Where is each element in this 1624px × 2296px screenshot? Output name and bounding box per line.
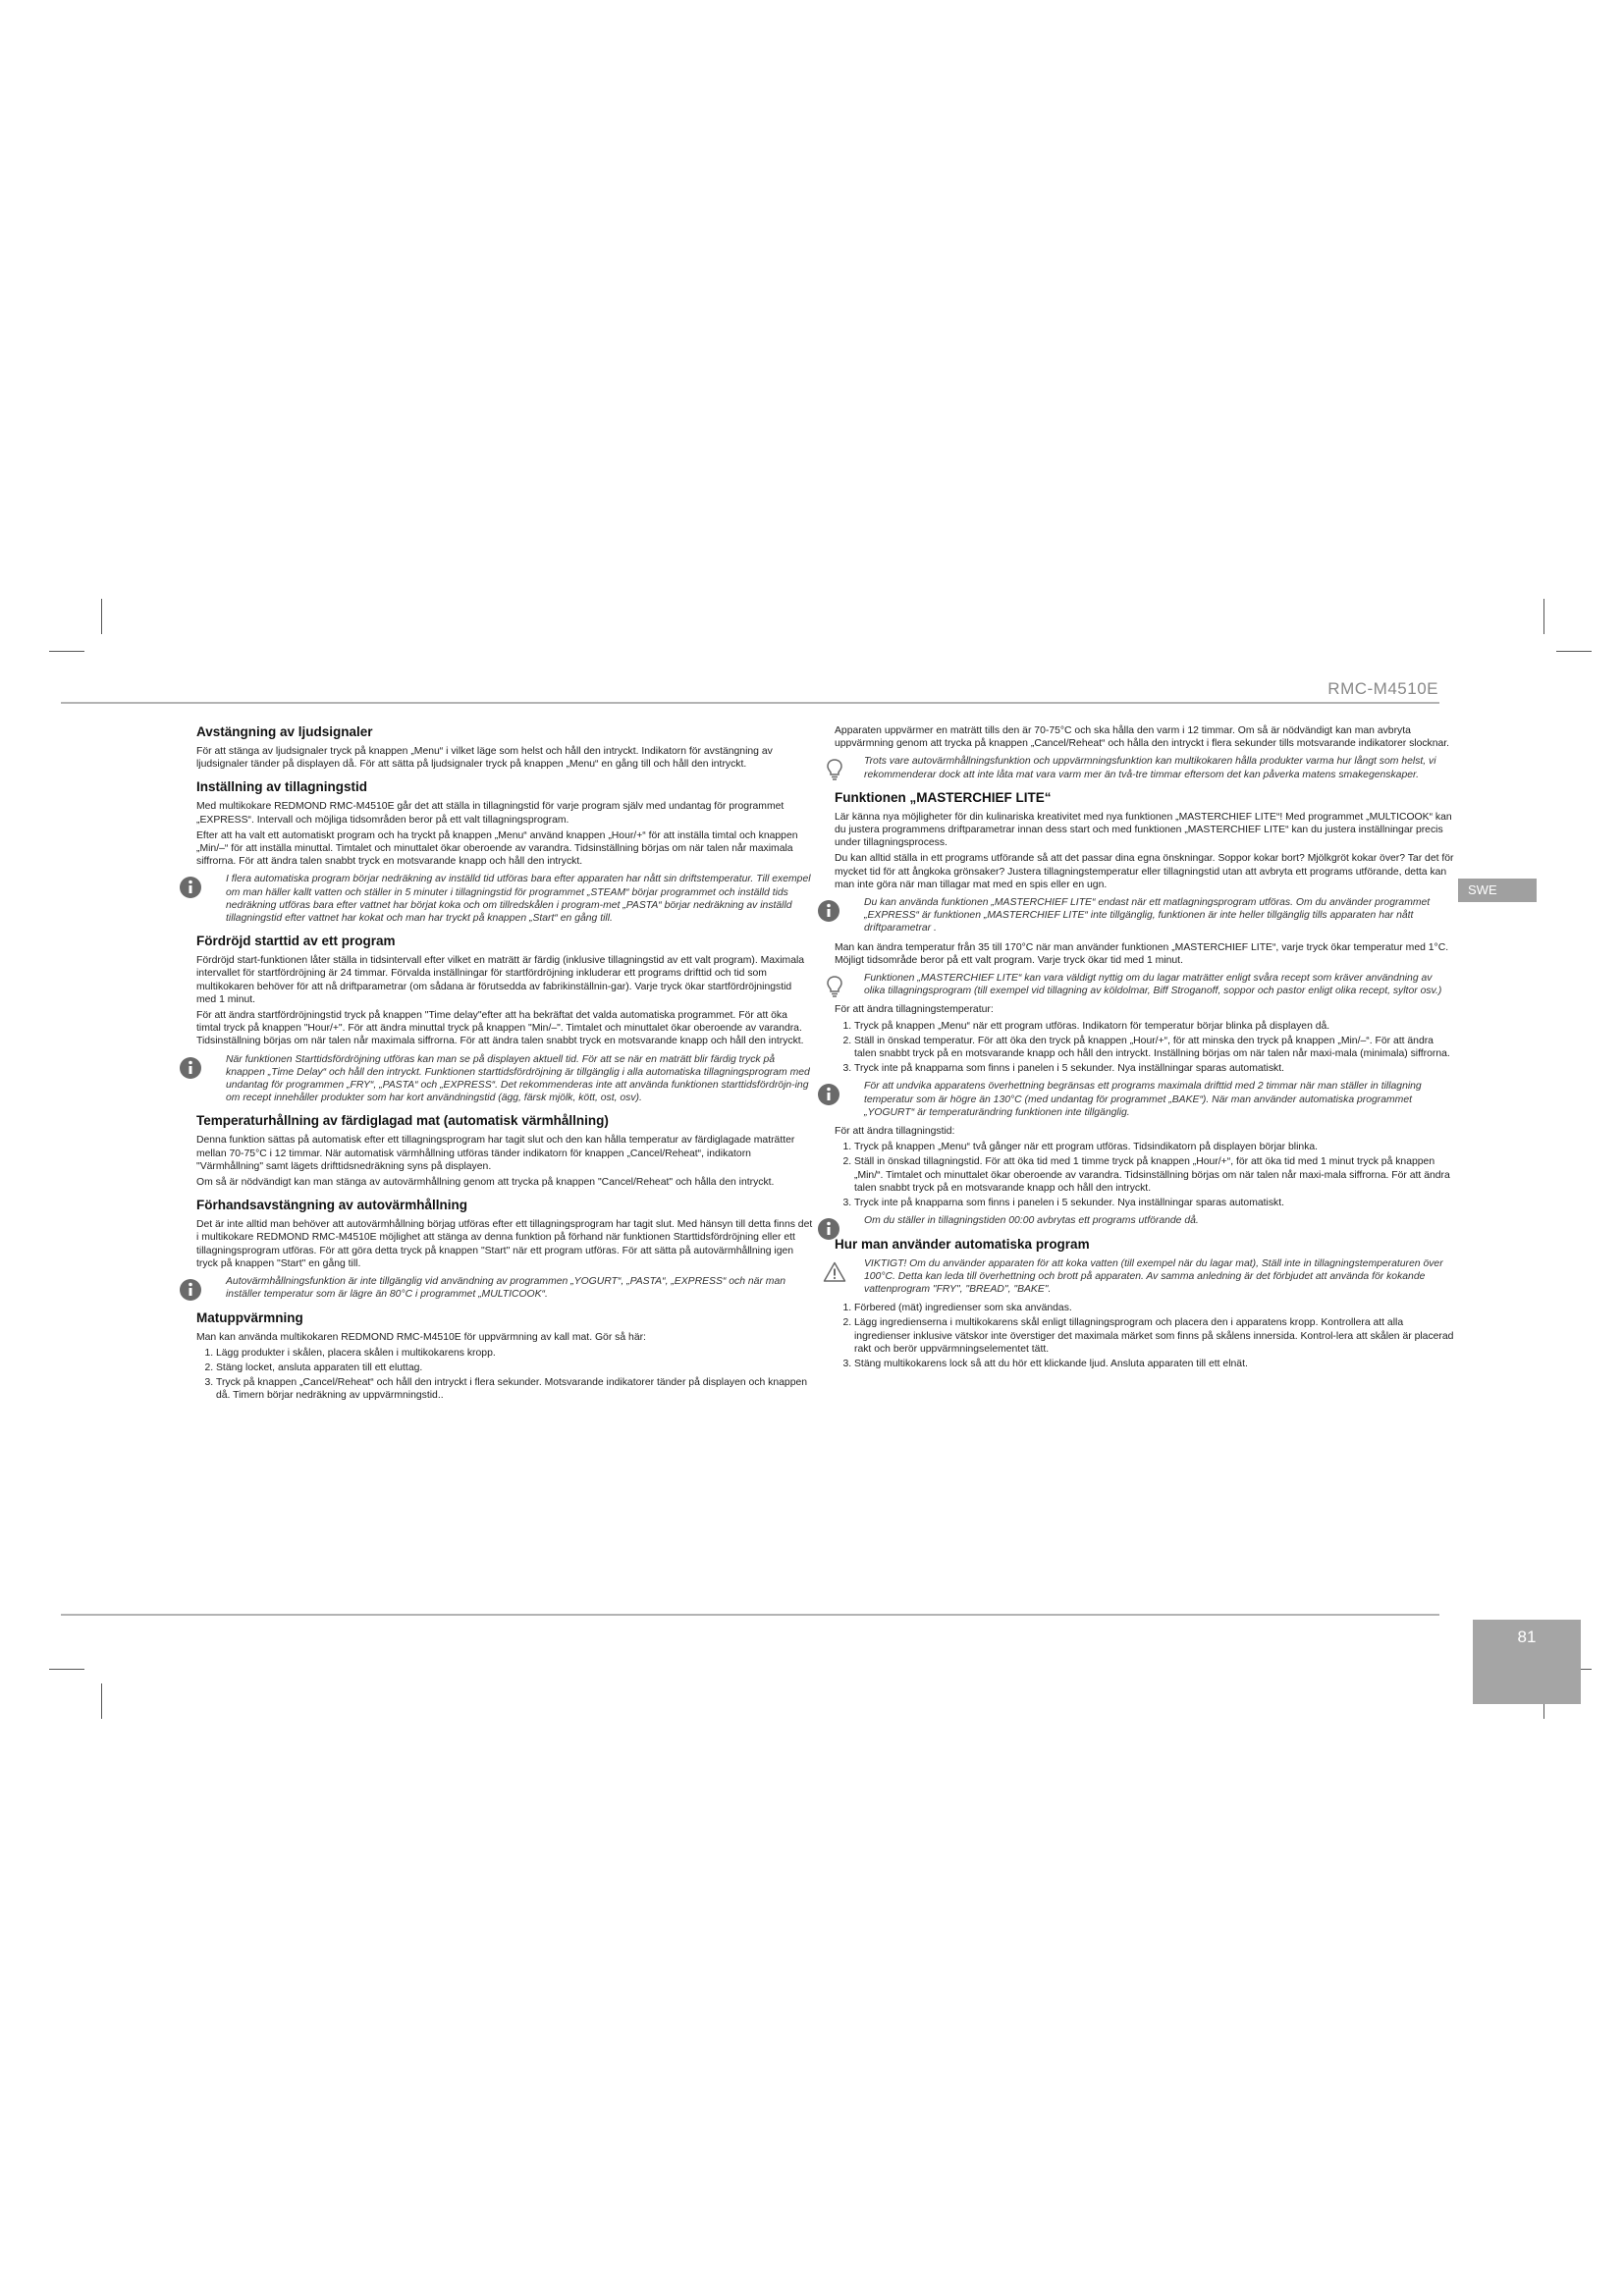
paragraph: Man kan använda multikokaren REDMOND RMC-M4510E för uppvärmning av kall mat. Gör så här: (196, 1331, 646, 1343)
section-heading: Fördröjd starttid av ett program (196, 934, 396, 949)
language-tab: SWE (1458, 879, 1537, 902)
section-heading: Inställning av tillagningstid (196, 779, 368, 795)
list-item: 1. Tryck på knappen „Menu“ två gånger när ett program utföras. Tidsindikatorn på displayen börjar blinka. (854, 1141, 1455, 1153)
footer-rule (61, 1614, 1439, 1616)
warning-icon (823, 1260, 846, 1284)
paragraph: För att stänga av ljudsignaler tryck på knappen „Menu“ i vilket läge som helst och håll den intryckt. Indikatorn för avstängning av ljudsignaler tänder på displayen då. För att sätta på ljudsignaler tryck på knappen „Menu“ en gång till och håll den intryckt. (196, 746, 773, 771)
steps-list (835, 1141, 1455, 1209)
info-icon (179, 1278, 202, 1302)
paragraph: För att ändra tillagningstemperatur: (835, 1004, 994, 1016)
crop-mark (49, 651, 84, 652)
section-heading: Matuppvärmning (196, 1309, 303, 1325)
info-note (196, 1053, 813, 1105)
info-icon (179, 876, 202, 899)
header-rule (61, 702, 1439, 704)
warning-note (835, 1257, 1455, 1297)
list-item: 2. Stäng locket, ansluta apparaten till ett eluttag. (216, 1362, 813, 1374)
paragraph: Denna funktion sättas på automatisk efter ett tillagningsprogram har tagit slut och den kan hålla temperatur av färdiglagade maträtter mellan 70-75°C i 12 timmar. När automatisk värmhållning utföras tänder indikatorn för knappen „Cancel/Reheat“, indikatorn "Värmhållning" samt lägets drifttidsnedräkning syns på displayen. (196, 1135, 795, 1172)
note-text: Autovärmhållningsfunktion är inte tillgänglig vid användning av programmen „YOGURT“, „PASTA“, „EXPRESS“ och när man inställer temperatur som är lägre än 80°C i programmet „MULTICOOK“. (226, 1276, 786, 1301)
steps-list (835, 1020, 1455, 1076)
note-text: I flera automatiska program börjar nedräkning av inställd tid utföras bara efter apparaten har nått sin driftstemperatur. Till exempel om man häller kallt vatten och ställer in 5 minuter i tillagningstid för programmet „STEAM“ börjar programmet och inställd tids nedräkning utföras bara efter vattnet har börjat koka och om tillredskålen i program-met „PASTA“ börjar nedräkning av inställd tillagningstid efter vattnet har kokat och man har tryckt på knappen „Start“ en gång till. (226, 874, 811, 925)
note-text: Du kan använda funktionen „MASTERCHIEF LITE“ endast när ett matlagningsprogram utföras. Om du använder programmet „EXPRESS“ är funktionen „MASTERCHIEF LITE“ inte tillgänglig, funktionen är inte heller tillgänglig tills apparaten har nått driftparametrar . (864, 897, 1431, 934)
note-text: När funktionen Starttidsfördröjning utföras kan man se på displayen aktuell tid. För att se när en maträtt blir färdig tryck på knappen „Time Delay“ och håll den intryckt. Funktionen starttidsfördröjning är tillgänglig i alla automatiska tillagningsprogram med undantag för programmen „FRY“, „PASTA“ och „EXPRESS“. Det rekommenderas inte att använda funktionen starttidsfördröjn-ing om recept innehåller produkter som har kort användningstid (ägg, färsk mjölk, kött, ost, osv). (226, 1053, 810, 1104)
paragraph: Apparaten uppvärmer en maträtt tills den är 70-75°C och ska hålla den varm i 12 timmar. Om så är nödvändigt kan man avbryta uppvärmning genom att trycka på knappen „Cancel/Reheat“ och hålla den intryckt i flera sekunder tills motsvarande indikatorer slocknar. (835, 725, 1450, 750)
list-item: 2. Ställ in önskad tillagningstid. För att öka tid med 1 timme tryck på knappen „Hour/+“, för att öka tid med 1 minut tryck på knappen „Min/“. Timtalet och minuttalet ökar oberoende av varandra. Tidsinställning börjas om när talen når maxi-mala siffrorna. För att ändra talen snabbt tryck på en motsvarande knapp och håll den intryckt. (854, 1155, 1455, 1195)
list-item: 1. Förbered (mät) ingredienser som ska användas. (854, 1302, 1455, 1314)
paragraph: Man kan ändra temperatur från 35 till 170°C när man använder funktionen „MASTERCHIEF LITE“, varje tryck ökar temperatur med 1°C. Möjligt tidsområde beror på ett valt program. Varje tryck ökar tid med 1 minut. (835, 941, 1449, 966)
crop-mark (1556, 651, 1592, 652)
paragraph: Efter att ha valt ett automatiskt program och ha tryckt på knappen „Menu“ använd knappen „Hour/+“ för att inställa timtal och knappen „Min/–“ för att inställa minuttal. Timtalet och minuttalet ökar oberoende av varandra. Tidsinställning börjas om när talen når maximala siffrorna. För att ändra talen snabbt tryck en motsvarande knapp och håll den intryckt. (196, 829, 798, 868)
info-icon (817, 1083, 840, 1106)
right-column (835, 724, 1455, 1373)
section-heading: Funktionen „MASTERCHIEF LITE“ (835, 789, 1052, 805)
list-item: 1. Lägg produkter i skålen, placera skålen i multikokarens kropp. (216, 1347, 813, 1360)
list-item: 3. Tryck inte på knapparna som finns i panelen i 5 sekunder. Nya inställningar sparas automatiskt. (854, 1062, 1455, 1075)
model-name: RMC-M4510E (1327, 679, 1438, 698)
lightbulb-icon (823, 975, 846, 998)
info-note (835, 896, 1455, 935)
info-icon (817, 1217, 840, 1241)
list-item: 2. Lägg ingredienserna i multikokarens skål enligt tillagningsprogram och placera den i apparatens kropp. Kontrollera att alla ingredienser inklusive vätskor inte överstiger det maximala märket som finns på skålens innersida. Kontrol-lera att skålen är placerad rakt och berör uppvärmningselementet tätt. (854, 1316, 1455, 1356)
crop-mark (101, 1683, 102, 1719)
steps-list (196, 1347, 813, 1403)
tip-note (835, 972, 1455, 997)
list-item: 3. Tryck på knappen „Cancel/Reheat“ och håll den intryckt i flera sekunder. Motsvarande indikatorer tänder på displayen och knappen då. Timern börjar nedräkning av uppvärmningstid.. (216, 1376, 813, 1402)
page-number: 81 (1473, 1620, 1581, 1704)
crop-mark (1543, 599, 1544, 634)
info-icon (179, 1056, 202, 1080)
paragraph: För att ändra tillagningstid: (835, 1126, 955, 1138)
list-item: 1. Tryck på knappen „Menu“ när ett program utföras. Indikatorn för temperatur börjar blinka på displayen då. (854, 1020, 1455, 1033)
note-text: För att undvika apparatens överhettning begränsas ett programs maximala drifttid med 2 timmar när man ställer in tillagning temperatur som är högre än 130°C (med undantag för programmet „BAKE“). När man använder automatiska programmet „YOGURT“ är temperaturändring funktionen inte tillgänglig. (864, 1081, 1422, 1118)
section-heading: Avstängning av ljudsignaler (196, 724, 373, 739)
info-note (196, 873, 813, 925)
note-text: Funktionen „MASTERCHIEF LITE“ kan vara väldigt nyttig om du lagar maträtter enligt svåra recept som kräver användning av olika tillagningsprogram (till exempel vid tillagning av köldolmar, Biff Stroganoff, soppor och pastor enligt olika recept, syltor osv.) (864, 973, 1442, 997)
section-heading: Hur man använder automatiska program (835, 1236, 1090, 1252)
note-text: VIKTIGT! Om du använder apparaten för att koka vatten (till exempel när du lagar mat), Ställ inte in tillagningstemperaturen över 100°C. Detta kan leda till överhettning och brott på apparaten. Av samma anledning är det förbjudet att använda för kokande vattenprogram "FRY", "BREAD", "BAKE". (864, 1257, 1443, 1295)
paragraph: För att ändra startfördröjningstid tryck på knappen "Time delay"efter att ha bekräftat det valda automatiska programmet. För att öka timtal tryck på knappen "Hour/+". För att ändra minuttal tryck på knappen "Min/–". Timtalet och minuttalet ökar oberoende av varandra. Tidsinställning börjas om när talen når maximala siffrorna. För att ändra talen snabbt tryck en motsvarande knapp och håll den intryckt. (196, 1010, 804, 1047)
info-note (196, 1275, 813, 1301)
left-column (196, 724, 813, 1406)
info-icon (817, 899, 840, 923)
crop-mark (101, 599, 102, 634)
steps-list (835, 1302, 1455, 1370)
paragraph: Lär känna nya möjligheter för din kulinariska kreativitet med nya funktionen „MASTERCHIEF LITE“! Med programmet „MULTICOOK“ kan du justera programmens driftparametrar innan dess start och med funktionen „MASTERCHIEF LITE“ kan du justera inställningar precis under tillagningsprocess. (835, 811, 1452, 849)
note-text: Om du ställer in tillagningstiden 00:00 avbrytas ett programs utförande då. (864, 1215, 1199, 1227)
list-item: 3. Stäng multikokarens lock så att du hör ett klickande ljud. Ansluta apparaten till ett elnät. (854, 1358, 1455, 1370)
section-heading: Temperaturhållning av färdiglagad mat (automatisk värmhållning) (196, 1113, 609, 1129)
paragraph: Med multikokare REDMOND RMC-M4510E går det att ställa in tillagningstid för varje program själv med undantag för programmet „EXPRESS“. Intervall och möjliga tidsområden beror på ett valt tillagningsprogram. (196, 801, 785, 826)
list-item: 3. Tryck inte på knapparna som finns i panelen i 5 sekunder. Nya inställningar sparas automatiskt. (854, 1197, 1455, 1209)
list-item: 2. Ställ in önskad temperatur. För att öka den tryck på knappen „Hour/+“, för att minska den tryck på knappen „Min/–“. För att ändra talen snabbt tryck på en motsvarande knapp och håll den intryckt. Inställning börjas om när talen når maxi-mala (minimala) siffrorna. (854, 1035, 1455, 1060)
section-heading: Förhandsavstängning av autovärmhållning (196, 1198, 468, 1213)
paragraph: Du kan alltid ställa in ett programs utförande så att det passar dina egna önskningar. Soppor kokar bort? Mjölkgröt kokar över? Tar det för mycket tid för att ångkoka grönsaker? Justera tillagningstemperatur eller tillagningstid utan att avbryta ett programs utförande, detta kan man inte göra när man tillagar mat med en spis eller en ugn. (835, 853, 1454, 890)
lightbulb-icon (823, 758, 846, 781)
tip-note (835, 755, 1455, 780)
crop-mark (49, 1669, 84, 1670)
paragraph: Fördröjd start-funktionen låter ställa in tidsintervall efter vilket en maträtt är färdig (inklusive tillagningstid av ett valt program). Maximala intervallet för startfördröjning är 24 timmar. Förvalda inställningar för startfördröjning inkluderar ett programs drifttid och tid som multikokaren behöver för att nå driftparametrar (om sådana är förutsedda av fabrikinställnin-gar). Varje tryck ökar startfördröjningstid med 1 minut. (196, 955, 805, 1005)
note-text: Trots vare autovärmhållningsfunktion och uppvärmningsfunktion kan multikokaren hålla produkter varma hur långt som helst, vi rekommenderar dock att inte låta mat vara varm mer än två-tre timmar eftersom det kan påverka matens smakegenskaper. (864, 756, 1436, 780)
info-note (835, 1080, 1455, 1119)
paragraph: Det är inte alltid man behöver att autovärmhållning börjag utföras efter ett tillagningsprogram har tagit slut. Med hänsyn till detta finns det i multikokare REDMOND RMC-M4510E möjlighet att stänga av denna funktion på förhand när funktionen Starttidsfördröjning eller ett tillagningsprogram utföras. För att göra detta tryck på knappen "Start" när ett program utföras. För att sätta på autovärmhållning igen tryck på knappen "Start" en gång till. (196, 1219, 813, 1269)
paragraph: Om så är nödvändigt kan man stänga av autovärmhållning genom att trycka på knappen "Cancel/Reheat" och hålla den intryckt. (196, 1177, 775, 1189)
info-note (835, 1214, 1455, 1227)
